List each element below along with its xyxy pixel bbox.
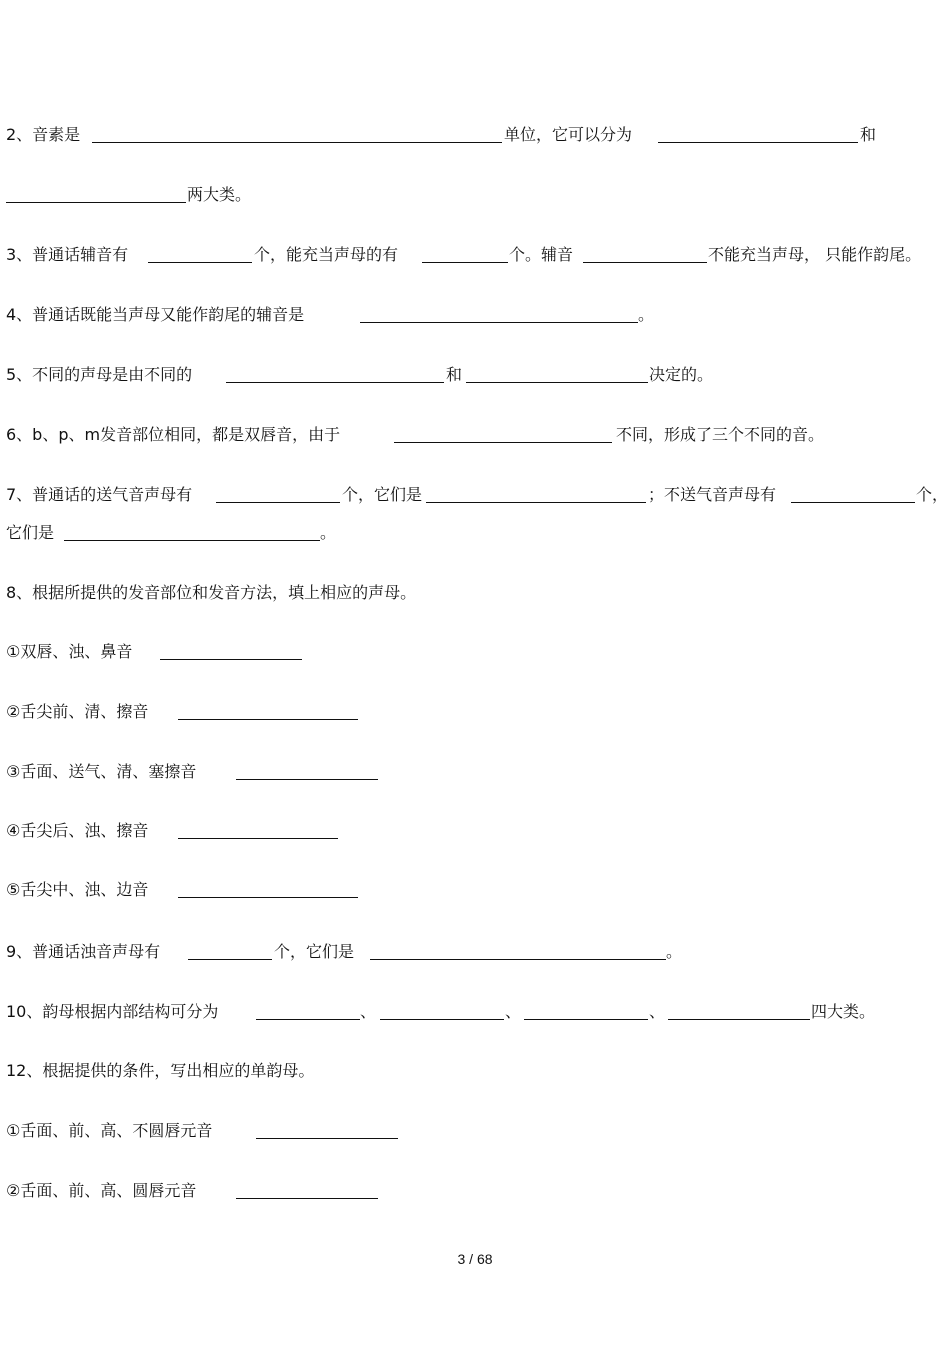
- q8-item-1-label: ①双唇、浊、鼻音: [6, 642, 133, 661]
- q2-text-c: 和: [860, 125, 877, 144]
- q2-text-b: 单位，它可以分为: [504, 125, 633, 144]
- q9-text-b: 个，它们是: [274, 942, 355, 961]
- q10-text-a: 10、韵母根据内部结构可分为: [6, 1002, 219, 1021]
- q6-text-a: 6、b、p、m发音部位相同，都是双唇音，由于: [6, 425, 341, 444]
- q8-title: 8、根据所提供的发音部位和发音方法，填上相应的声母。: [6, 583, 417, 602]
- q10-sep-2: 、: [505, 1002, 522, 1021]
- q2-blank-1[interactable]: [92, 142, 502, 143]
- q7-text-a: 7、普通话的送气音声母有: [6, 485, 193, 504]
- q12-item-2-blank[interactable]: [236, 1198, 378, 1199]
- q8-item-1-blank[interactable]: [160, 659, 302, 660]
- q12-item-1-blank[interactable]: [256, 1138, 398, 1139]
- q8-item-4-blank[interactable]: [178, 838, 338, 839]
- q3-text-b: 个，能充当声母的有: [254, 245, 399, 264]
- q6-text-b: 不同，形成了三个不同的音。: [616, 425, 825, 444]
- q2-blank-3[interactable]: [6, 202, 186, 203]
- q9-blank-2[interactable]: [370, 959, 666, 960]
- q9-text-a: 9、普通话浊音声母有: [6, 942, 161, 961]
- q7-text-b: 个，它们是: [342, 485, 423, 504]
- q7-text-e: 它们是: [6, 523, 55, 542]
- q3-text-d: 不能充当声母， 只能作韵尾。: [708, 245, 922, 264]
- page-number: 3 / 68: [457, 1251, 493, 1267]
- q3-text-c: 个。辅音: [509, 245, 574, 264]
- q5-text-c: 决定的。: [649, 365, 714, 384]
- q8-item-2-label: ②舌尖前、清、擦音: [6, 702, 149, 721]
- q10-sep-1: 、: [360, 1002, 377, 1021]
- q7-blank-4[interactable]: [64, 540, 320, 541]
- q3-blank-3[interactable]: [583, 262, 707, 263]
- q7-text-d: 个，: [916, 485, 949, 504]
- q7-text-f: 。: [320, 523, 337, 542]
- q9-blank-1[interactable]: [188, 959, 272, 960]
- q3-text-a: 3、普通话辅音有: [6, 245, 129, 264]
- q5-blank-2[interactable]: [466, 382, 648, 383]
- q10-blank-4[interactable]: [668, 1019, 810, 1020]
- q8-item-3-label: ③舌面、送气、清、塞擦音: [6, 762, 197, 781]
- q7-text-c: ；不送气音声母有: [648, 485, 777, 504]
- q12-item-2-label: ②舌面、前、高、圆唇元音: [6, 1181, 197, 1200]
- q8-item-5-label: ⑤舌尖中、浊、边音: [6, 880, 149, 899]
- q10-blank-3[interactable]: [524, 1019, 648, 1020]
- q10-blank-2[interactable]: [380, 1019, 504, 1020]
- q5-text-a: 5、不同的声母是由不同的: [6, 365, 193, 384]
- q7-blank-3[interactable]: [791, 502, 915, 503]
- q8-item-2-blank[interactable]: [178, 719, 358, 720]
- q4-text-b: 。: [638, 305, 655, 324]
- q10-sep-3: 、: [649, 1002, 666, 1021]
- q12-title: 12、根据提供的条件，写出相应的单韵母。: [6, 1061, 315, 1080]
- q10-blank-1[interactable]: [256, 1019, 360, 1020]
- q2-blank-2[interactable]: [658, 142, 858, 143]
- q6-blank[interactable]: [394, 442, 612, 443]
- q5-blank-1[interactable]: [226, 382, 444, 383]
- q8-item-3-blank[interactable]: [236, 779, 378, 780]
- q2-text-a: 2、音素是: [6, 125, 81, 144]
- q9-text-c: 。: [666, 942, 683, 961]
- q5-text-b: 和: [446, 365, 463, 384]
- q10-text-end: 四大类。: [811, 1002, 876, 1021]
- q4-text-a: 4、普通话既能当声母又能作韵尾的辅音是: [6, 305, 305, 324]
- q7-blank-1[interactable]: [216, 502, 340, 503]
- q8-item-5-blank[interactable]: [178, 897, 358, 898]
- q3-blank-1[interactable]: [148, 262, 252, 263]
- q2-text-d: 两大类。: [187, 185, 252, 204]
- q4-blank[interactable]: [360, 322, 638, 323]
- q7-blank-2[interactable]: [426, 502, 646, 503]
- q8-item-4-label: ④舌尖后、浊、擦音: [6, 821, 149, 840]
- q3-blank-2[interactable]: [422, 262, 508, 263]
- q12-item-1-label: ①舌面、前、高、不圆唇元音: [6, 1121, 213, 1140]
